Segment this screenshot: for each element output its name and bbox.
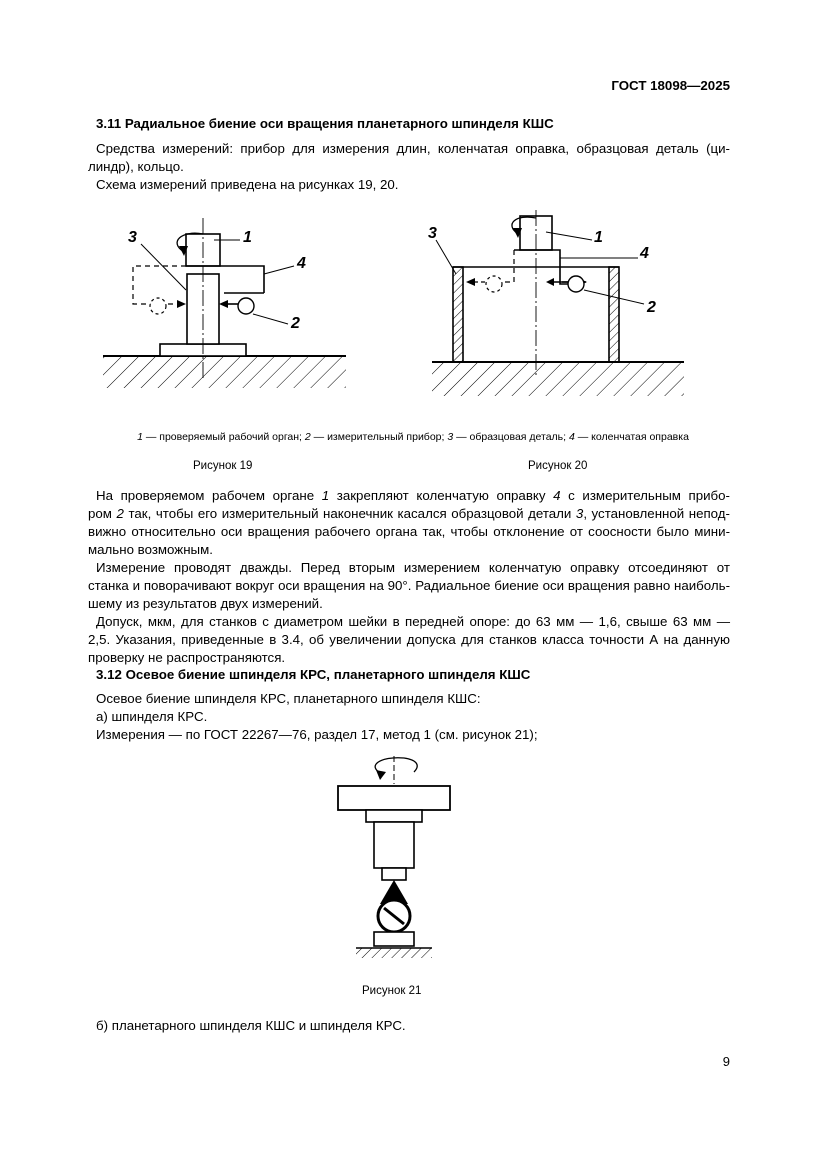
label-1: 1 bbox=[243, 229, 252, 246]
machine-table bbox=[103, 356, 346, 388]
label-4: 4 bbox=[297, 255, 306, 272]
figure-19-caption: Рисунок 19 bbox=[193, 460, 253, 472]
indicator-icon bbox=[568, 276, 584, 292]
measurement-paragraph: Измерение проводят дважды. Перед вторым измерением коленчатую оправку отсоединяют от станка и поворачивают вокруг оси вращения на 90°. Радиальное биение оси вращения равно наиболь- шему из результатов двух измерений. bbox=[88, 560, 730, 611]
section-3-12-heading: 3.12 Осевое биение шпинделя КРС, планетарного шпинделя КШС bbox=[96, 667, 531, 682]
scheme-reference: Схема измерений приведена на рисунках 19, 20. bbox=[96, 177, 399, 192]
spindle-flange bbox=[338, 786, 450, 810]
label-3: 3 bbox=[128, 229, 137, 246]
page-number: 9 bbox=[722, 1054, 730, 1069]
reference-ring-wall-left bbox=[453, 267, 463, 362]
figure-legend: 1 — проверяемый рабочий орган; 2 — измерительный прибор; 3 — образцовая деталь; 4 — коленчатая оправка bbox=[137, 431, 689, 443]
spindle-body bbox=[374, 822, 414, 868]
label-1: 1 bbox=[594, 229, 603, 246]
tools-line-1: Средства измерений: прибор для измерения длин, коленчатая оправка, образцовая деталь (ци- bbox=[96, 141, 730, 156]
spindle-tip bbox=[382, 868, 406, 880]
document-code: ГОСТ 18098—2025 bbox=[611, 78, 730, 93]
figure-20-caption: Рисунок 20 bbox=[528, 460, 588, 472]
section-3-12-line-1: Осевое биение шпинделя КРС, планетарного шпинделя КШС: bbox=[96, 691, 481, 706]
label-2: 2 bbox=[291, 315, 300, 332]
label-4: 4 bbox=[640, 245, 649, 262]
section-3-12-line-3: Измерения — по ГОСТ 22267—76, раздел 17, метод 1 (см. рисунок 21); bbox=[96, 727, 538, 742]
figure-20-diagram bbox=[426, 210, 688, 406]
section-3-12-line-2: а) шпинделя КРС. bbox=[96, 709, 208, 724]
reference-ring-wall-right bbox=[609, 267, 619, 362]
indicator-icon bbox=[238, 298, 254, 314]
figure-21-caption: Рисунок 21 bbox=[362, 985, 422, 997]
section-3-11-heading: 3.11 Радиальное биение оси вращения планетарного шпинделя КШС bbox=[96, 116, 554, 131]
tolerance-paragraph: Допуск, мкм, для станков с диаметром шейки в передней опоре: до 63 мм — 1,6, свыше 63 мм — 2,5. Указания, приведенные в 3.4, об увеличении допуска для станков класса точности А на данную проверку не распространяются. bbox=[88, 614, 730, 665]
label-2: 2 bbox=[647, 299, 656, 316]
figure-21-diagram bbox=[330, 752, 460, 968]
machine-table bbox=[432, 362, 684, 396]
tools-line-2: линдр), кольцо. bbox=[88, 159, 184, 174]
section-3-12-line-4: б) планетарного шпинделя КШС и шпинделя КРС. bbox=[96, 1018, 406, 1033]
mounting-paragraph: На проверяемом рабочем органе 1 закрепляют коленчатую оправку 4 с измерительным прибо- ром 2 так, чтобы его измерительный наконечник касался образцовой детали 3, установленной непод- вижно относительно оси вращения рабочего органа так, чтобы отклонение от соосности было мини- мально возможным. bbox=[88, 488, 730, 557]
figure-19-diagram bbox=[98, 210, 350, 392]
label-3: 3 bbox=[428, 225, 437, 242]
indicator-stand bbox=[374, 932, 414, 946]
tools-paragraph bbox=[88, 140, 730, 176]
